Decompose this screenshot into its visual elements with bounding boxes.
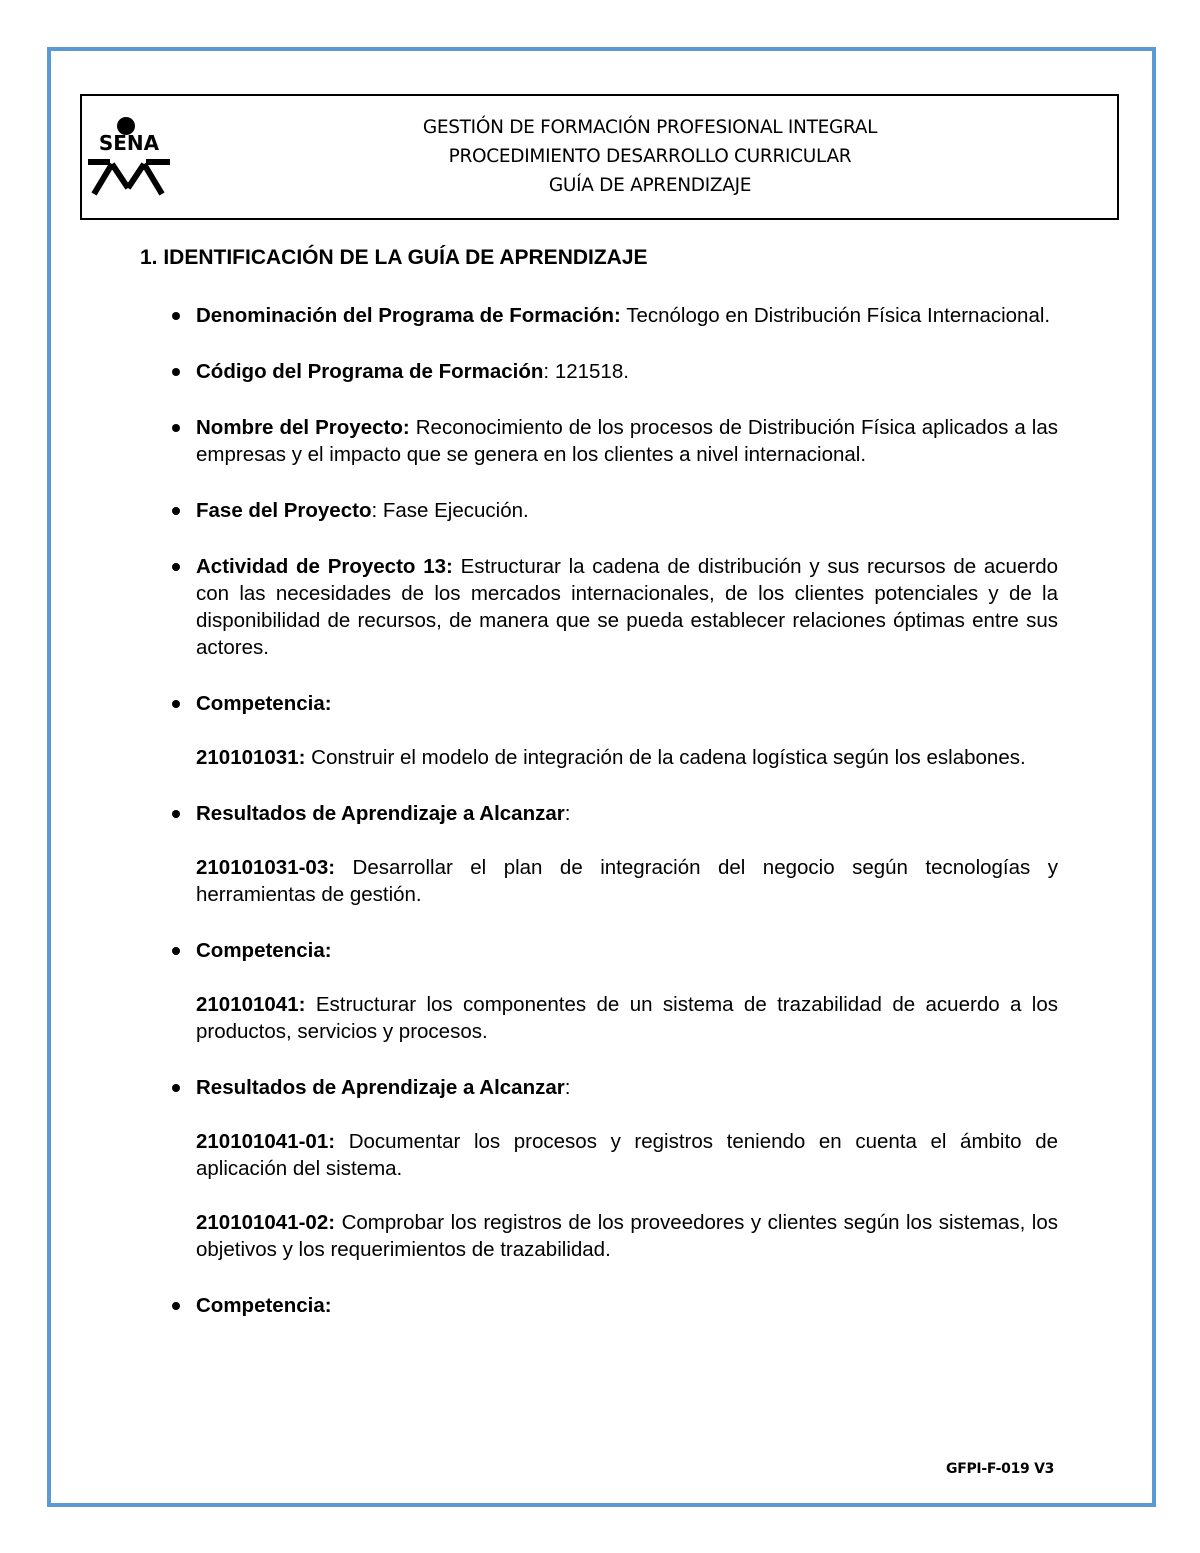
list-item-value: Estructurar la cadena de distribución y sus recursos de acuerdo con las necesidades de los mercados internacionales, de los clientes potenciales y de la disponibilidad de recursos, de manera que se pueda establecer relaciones óptimas entre sus actores. xyxy=(196,555,1058,659)
list-item xyxy=(196,1074,1058,1263)
list-item xyxy=(196,937,1058,1045)
sub-item-code: 210101041-02: xyxy=(196,1211,336,1234)
identification-list xyxy=(196,302,1058,1348)
header-title-block xyxy=(300,113,1000,200)
sub-item xyxy=(196,854,1058,908)
header-line-2: PROCEDIMIENTO DESARROLLO CURRICULAR xyxy=(448,146,852,167)
sena-logo xyxy=(86,116,172,198)
list-item-text xyxy=(196,497,1058,524)
bullet-icon xyxy=(172,563,180,571)
list-item-value: : xyxy=(564,802,571,825)
list-item-text xyxy=(196,690,1058,717)
list-item-label: Resultados de Aprendizaje a Alcanzar xyxy=(196,802,565,825)
list-item-label: Nombre del Proyecto: xyxy=(196,416,410,439)
list-item-value: : 121518. xyxy=(543,360,629,383)
bullet-icon xyxy=(172,1084,180,1092)
list-item-text xyxy=(196,302,1058,329)
list-item xyxy=(196,800,1058,908)
list-item xyxy=(196,358,1058,385)
list-item-label: Competencia: xyxy=(196,939,332,962)
list-item-label: Competencia: xyxy=(196,692,332,715)
list-item-text xyxy=(196,937,1058,964)
sub-item-code: 210101031: xyxy=(196,746,306,769)
list-item-text xyxy=(196,358,1058,385)
list-item-label: Actividad de Proyecto 13: xyxy=(196,555,453,578)
list-item-label: Código del Programa de Formación xyxy=(196,360,544,383)
list-item-value: : Fase Ejecución. xyxy=(371,499,529,522)
list-item-text xyxy=(196,1292,1058,1319)
list-item xyxy=(196,553,1058,661)
list-item-text xyxy=(196,1074,1058,1101)
bullet-icon xyxy=(172,810,180,818)
list-item-text xyxy=(196,553,1058,661)
bullet-icon xyxy=(172,368,180,376)
sub-item xyxy=(196,1209,1058,1263)
list-item-text xyxy=(196,800,1058,827)
header-line-3: GUÍA DE APRENDIZAJE xyxy=(548,175,752,196)
list-item-value: Reconocimiento de los procesos de Distribución Física aplicados a las empresas y el impacto que se genera en los clientes a nivel internacional. xyxy=(196,416,1058,466)
bullet-icon xyxy=(172,1302,180,1310)
sub-item-description: Estructurar los componentes de un sistema de trazabilidad de acuerdo a los productos, servicios y procesos. xyxy=(196,993,1058,1043)
list-item-value: : xyxy=(564,1076,571,1099)
sub-item xyxy=(196,1128,1058,1182)
sub-item-description: Comprobar los registros de los proveedores y clientes según los sistemas, los objetivos y los requerimientos de trazabilidad. xyxy=(196,1211,1058,1261)
list-item xyxy=(196,1292,1058,1319)
bullet-icon xyxy=(172,947,180,955)
list-item xyxy=(196,302,1058,329)
list-item xyxy=(196,414,1058,468)
list-item xyxy=(196,690,1058,771)
sub-item-description: Documentar los procesos y registros teniendo en cuenta el ámbito de aplicación del sistema. xyxy=(196,1130,1058,1180)
list-item-label: Fase del Proyecto xyxy=(196,499,372,522)
section-title: 1. IDENTIFICACIÓN DE LA GUÍA DE APRENDIZAJE xyxy=(140,246,648,269)
list-item xyxy=(196,497,1058,524)
sub-item xyxy=(196,744,1058,771)
list-item-label: Resultados de Aprendizaje a Alcanzar xyxy=(196,1076,565,1099)
bullet-icon xyxy=(172,700,180,708)
sub-item-code: 210101031-03: xyxy=(196,856,336,879)
list-item-text xyxy=(196,414,1058,468)
list-item-label: Denominación del Programa de Formación: xyxy=(196,304,621,327)
sub-item-code: 210101041: xyxy=(196,993,306,1016)
sub-item-description: Construir el modelo de integración de la cadena logística según los eslabones. xyxy=(305,746,1026,769)
sub-item xyxy=(196,991,1058,1045)
form-code: GFPI-F-019 V3 xyxy=(946,1461,1055,1477)
header-line-1: GESTIÓN DE FORMACIÓN PROFESIONAL INTEGRAL xyxy=(422,117,878,138)
bullet-icon xyxy=(172,312,180,320)
bullet-icon xyxy=(172,424,180,432)
sub-item-code: 210101041-01: xyxy=(196,1130,336,1153)
sub-item-description: Desarrollar el plan de integración del negocio según tecnologías y herramientas de gestión. xyxy=(196,856,1058,906)
list-item-label: Competencia: xyxy=(196,1294,332,1317)
svg-text:SENA: SENA xyxy=(98,131,160,155)
bullet-icon xyxy=(172,507,180,515)
list-item-value: Tecnólogo en Distribución Física Internacional. xyxy=(620,304,1051,327)
